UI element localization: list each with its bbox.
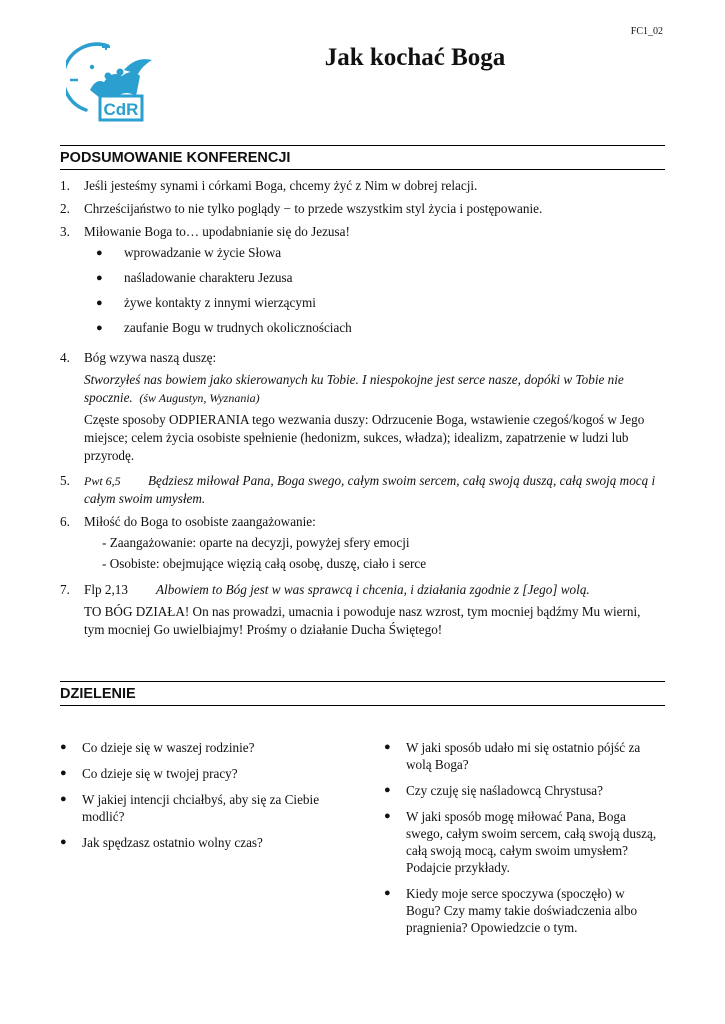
list-item: ● Co dzieje się w waszej rodzinie? [60,740,255,755]
bullet-item: ● zaufanie Bogu w trudnych okolicznościach [96,320,352,335]
list-item: ● W jaki sposób udało mi się ostatnio pójść za wolą Boga? [384,740,641,772]
list-item: ● Jak spędzasz ostatnio wolny czas? [60,835,263,850]
list-item: 4. Bóg wzywa naszą duszę: Stworzyłeś nas bowiem jako skierowanych ku Tobie. I niespokojne jest serce nasze, dopóki w Tobie nie spocznie. (św Augustyn, Wyznania) Częste sposoby ODPIERANIA tego wezwania duszy: Odrzucenie Boga, wstawienie czegoś/kogoś w Jego miejsce; celem życia osobiste spełnienie (hedonizm, sukces, władza); idealizm, zapatrzenie w ludzi lub przyrodę. [60,349,660,467]
list-item: 1. Jeśli jesteśmy synami i córkami Boga, chcemy żyć z Nim w dobrej relacji. [60,178,478,193]
bullet-item: ● naśladowanie charakteru Jezusa [96,270,293,285]
quote: Stworzyłeś nas bowiem jako skierowanych ku Tobie. I niespokojne jest serce nasze, dopóki w Tobie nie spocznie. (św Augustyn, Wyznania) [84,372,624,405]
list-item: ● Czy czuję się naśladowcą Chrystusa? [384,783,604,798]
document-code: FC1_02 [630,26,663,37]
sharing-questions-right [384,739,660,945]
list-item: ● Co dzieje się w twojej pracy? [60,766,238,781]
page-title: Jak kochać Boga [324,44,506,71]
section-heading-sharing: DZIELENIE [60,681,665,706]
bullet-item: ● żywe kontakty z innymi wierzącymi [96,295,316,310]
list-item: 7. Flp 2,13 Albowiem to Bóg jest w was sprawcą i chcenia, i działania zgodnie z [Jego] wolą. TO BÓG DZIAŁA! On nas prowadzi, umacnia i powoduje nasz wzrost, tym mocniej bądźmy Mu wierni, tym mocniej Go uwielbiajmy! Prośmy o działanie Ducha Świętego! [60,582,641,637]
list-item: ● W jaki sposób mogę miłować Pana, Boga swego, całym swoim sercem, całą swoją duszą, całą swoją mocą, całym swoim umysłem? Podajcie przykłady. [384,809,657,875]
list-item: 3. Miłowanie Boga to… upodabnianie się do Jezusa! ● wprowadzanie w życie Słowa ● naśladowanie charakteru Jezusa ● żywe kontakty z innymi wierzącymi ● zaufanie Bogu w trudnych okolicznościach [60,223,660,344]
bullet-item: ● wprowadzanie w życie Słowa [96,245,282,260]
svg-text:CdR: CdR [103,100,139,119]
list-item: ● W jakiej intencji chciałbyś, aby się za Ciebie modlić? [60,792,320,824]
list-item: 5. Pwt 6,5 Będziesz miłował Pana, Boga swego, całym swoim sercem, całą swoją duszą, całą swoją mocą i całym swoim umysłem. [60,473,656,506]
summary-list [60,177,660,646]
sharing-questions-left [60,739,340,860]
section-heading-summary: PODSUMOWANIE KONFERENCJI [60,145,665,170]
list-item: 6. Miłość do Boga to osobiste zaangażowanie: - Zaangażowanie: oparte na decyzji, powyżej sfery emocji - Osobiste: obejmujące więzią całą osobę, duszę, ciało i serce [60,514,427,571]
list-item: 2. Chrześcijaństwo to nie tylko poglądy − to przede wszystkim styl życia i postępowanie. [60,201,543,216]
list-item: ● Kiedy moje serce spoczywa (spoczęło) w Bogu? Czy mamy takie doświadczenia albo pragnienia? Opowiedzcie o tym. [384,886,638,935]
